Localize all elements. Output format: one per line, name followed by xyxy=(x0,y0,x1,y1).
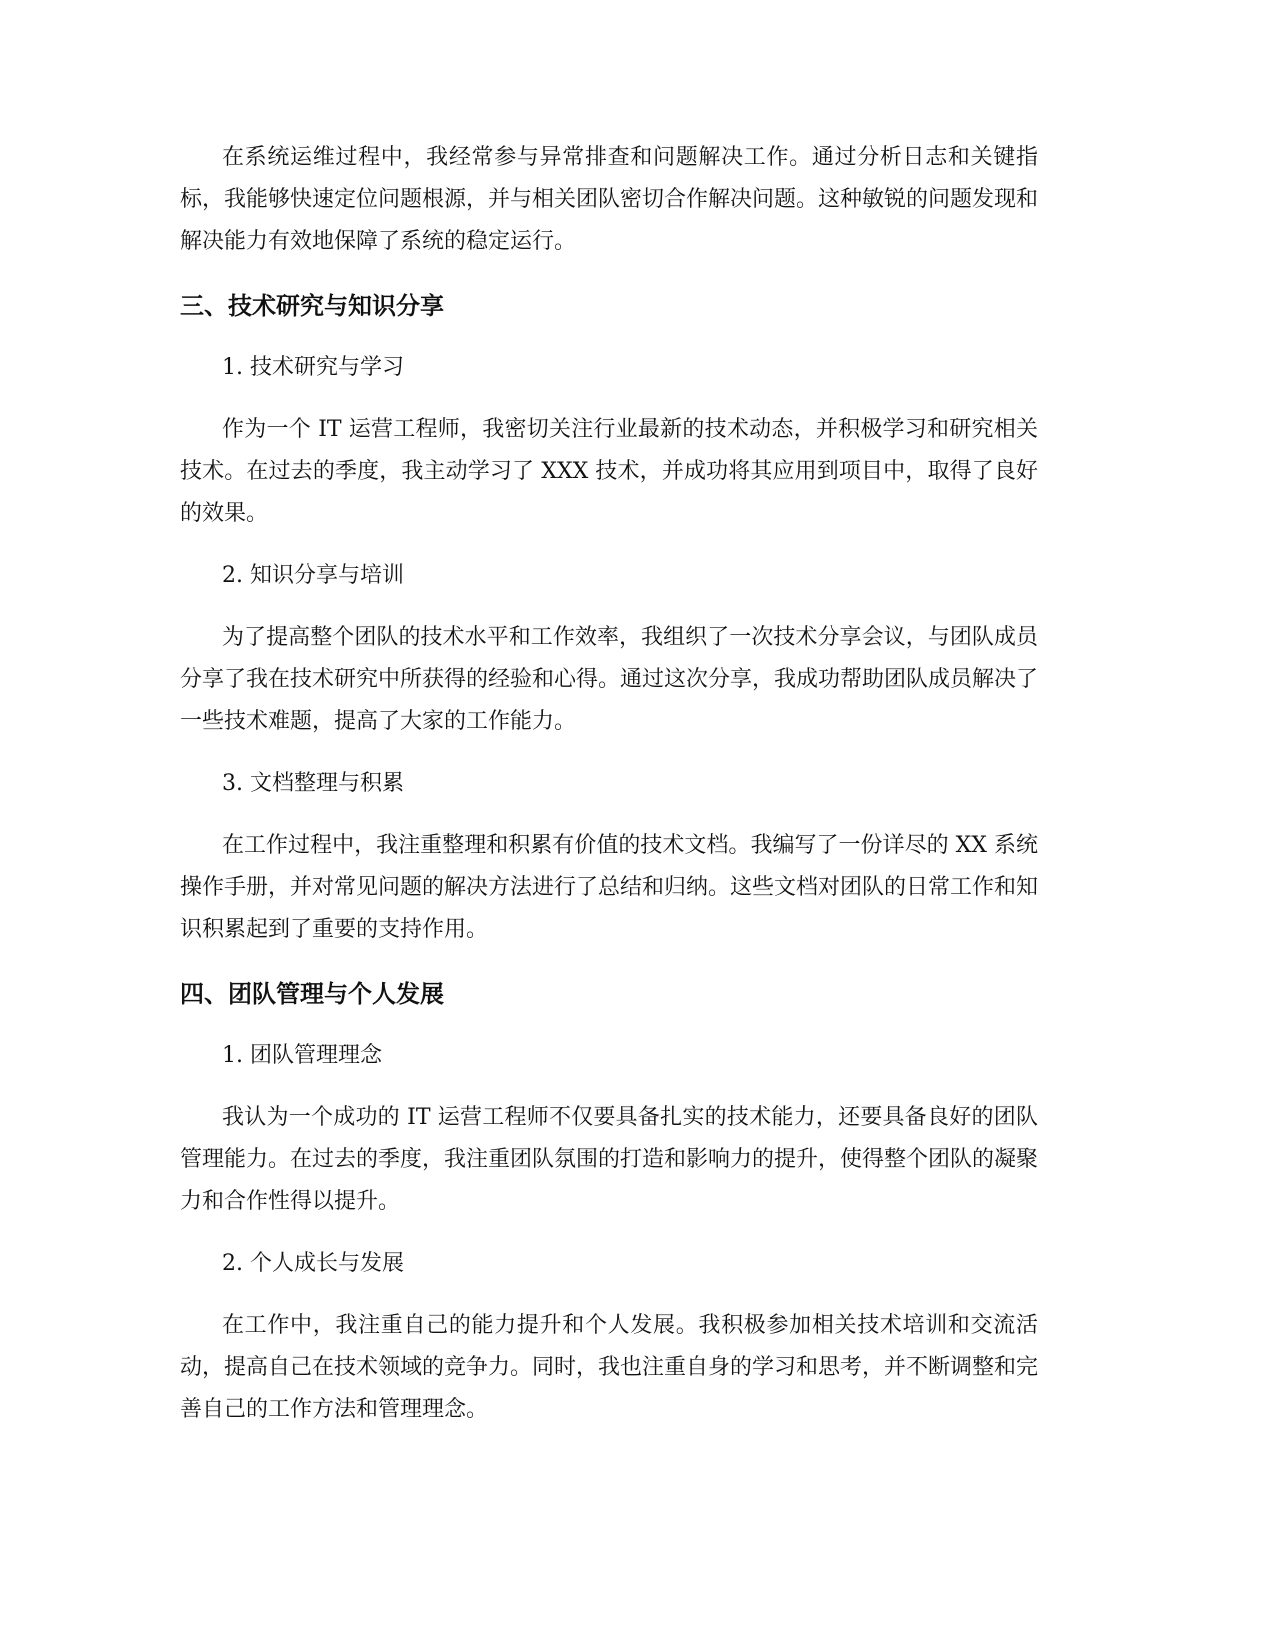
subsection-title: 2. 个人成长与发展 xyxy=(222,1251,404,1276)
subsection-title: 2. 知识分享与培训 xyxy=(222,563,404,588)
subsection-title: 1. 团队管理理念 xyxy=(222,1043,382,1068)
subsection-body: 在工作过程中，我注重整理和积累有价值的技术文档。我编写了一份详尽的 XX 系统操作手册，并对常见问题的解决方法进行了总结和归纳。这些文档对团队的日常工作和知识积累起到了重要的支持作用。 xyxy=(180,833,1039,942)
intro-paragraph: 在系统运维过程中，我经常参与异常排查和问题解决工作。通过分析日志和关键指标，我能够快速定位问题根源，并与相关团队密切合作解决问题。这种敏锐的问题发现和解决能力有效地保障了系统的稳定运行。 xyxy=(180,145,1039,254)
subsection-body: 我认为一个成功的 IT 运营工程师不仅要具备扎实的技术能力，还要具备良好的团队管理能力。在过去的季度，我注重团队氛围的打造和影响力的提升，使得整个团队的凝聚力和合作性得以提升。 xyxy=(180,1105,1039,1214)
section-heading-4: 四、团队管理与个人发展 xyxy=(180,980,444,1008)
subsection-body: 为了提高整个团队的技术水平和工作效率，我组织了一次技术分享会议，与团队成员分享了我在技术研究中所获得的经验和心得。通过这次分享，我成功帮助团队成员解决了一些技术难题，提高了大家的工作能力。 xyxy=(180,625,1039,734)
subsection-body: 在工作中，我注重自己的能力提升和个人发展。我积极参加相关技术培训和交流活动，提高自己在技术领域的竞争力。同时，我也注重自身的学习和思考，并不断调整和完善自己的工作方法和管理理念。 xyxy=(180,1313,1039,1422)
subsection-title: 3. 文档整理与积累 xyxy=(222,771,404,796)
subsection-title: 1. 技术研究与学习 xyxy=(222,355,404,380)
subsection-body: 作为一个 IT 运营工程师，我密切关注行业最新的技术动态，并积极学习和研究相关技术。在过去的季度，我主动学习了 XXX 技术，并成功将其应用到项目中，取得了良好的效果。 xyxy=(180,417,1038,526)
document-page xyxy=(180,137,1038,1431)
section-heading-3: 三、技术研究与知识分享 xyxy=(180,292,444,320)
